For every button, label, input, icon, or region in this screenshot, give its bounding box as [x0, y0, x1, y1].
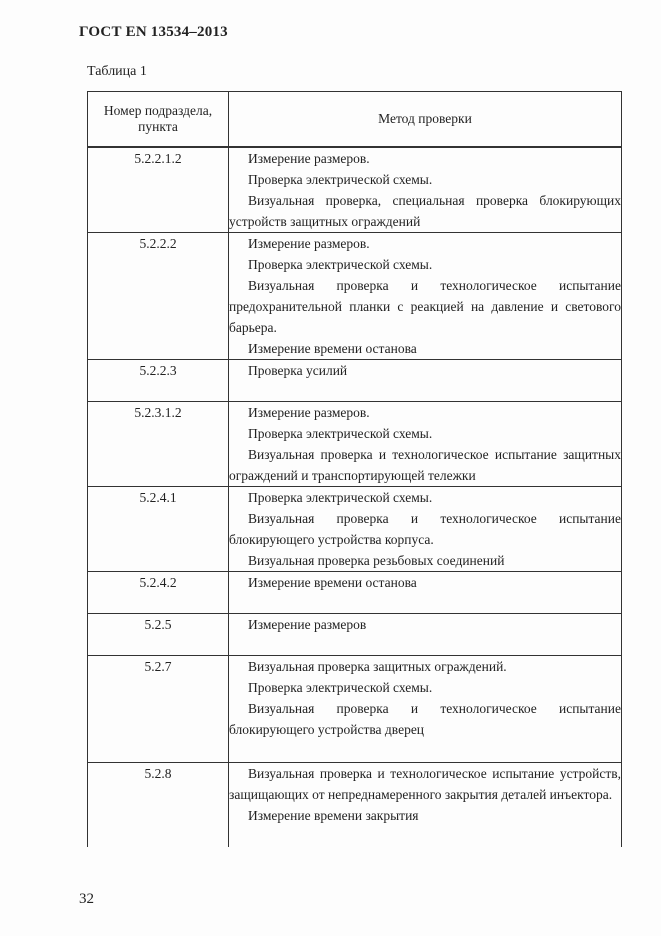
section-number: 5.2.4.2 — [88, 572, 229, 614]
method-text: Проверка электрической схемы. — [248, 257, 433, 272]
method-text: Визуальная проверка резьбовых соединений — [248, 553, 505, 568]
table-row — [88, 147, 622, 233]
method-text: Визуальная проверка и технологическое испытание блокирующего устройства дверец — [229, 701, 621, 737]
method-text: Проверка электрической схемы. — [248, 680, 433, 695]
method-cell — [229, 147, 622, 233]
method-text: Проверка усилий — [248, 363, 348, 378]
method-text: Измерение размеров — [248, 617, 367, 632]
method-text: Проверка электрической схемы. — [248, 426, 433, 441]
table-row — [88, 360, 622, 402]
column-header-method: Метод проверки — [229, 92, 622, 148]
method-text: Визуальная проверка и технологическое испытание предохранительной планки с реакцией на давление и светового барьера. — [229, 278, 621, 335]
page-number: 32 — [79, 891, 94, 907]
section-number: 5.2.7 — [88, 656, 229, 763]
method-text: Измерение времени останова — [248, 341, 417, 356]
section-number: 5.2.5 — [88, 614, 229, 656]
method-text: Измерение размеров. — [248, 151, 370, 166]
method-cell — [229, 763, 622, 847]
section-number: 5.2.2.2 — [88, 233, 229, 360]
method-text: Визуальная проверка и технологическое испытание защитных ограждений и транспортирующей тележки — [229, 447, 621, 483]
method-cell — [229, 614, 622, 656]
table-row — [88, 487, 622, 572]
table-row — [88, 614, 622, 656]
table-row — [88, 572, 622, 614]
method-text: Визуальная проверка, специальная проверка блокирующих устройств защитных ограждений — [229, 193, 621, 229]
section-number: 5.2.4.1 — [88, 487, 229, 572]
method-text: Визуальная проверка и технологическое испытание блокирующего устройства корпуса. — [229, 511, 621, 547]
table-header-row — [88, 92, 622, 148]
method-text: Измерение размеров. — [248, 405, 370, 420]
method-cell — [229, 360, 622, 402]
method-cell — [229, 233, 622, 360]
table-body — [88, 147, 622, 847]
column-header-section: Номер подраздела, пункта — [88, 92, 229, 148]
section-number: 5.2.8 — [88, 763, 229, 847]
table-row — [88, 763, 622, 847]
method-text: Измерение времени останова — [248, 575, 417, 590]
method-text: Измерение размеров. — [248, 236, 370, 251]
method-text: Проверка электрической схемы. — [248, 172, 433, 187]
table-row — [88, 656, 622, 763]
section-number: 5.2.2.1.2 — [88, 147, 229, 233]
method-text: Проверка электрической схемы. — [248, 490, 433, 505]
table-caption: Таблица 1 — [87, 64, 147, 79]
section-number: 5.2.2.3 — [88, 360, 229, 402]
method-text: Измерение времени закрытия — [248, 808, 419, 823]
document-header: ГОСТ EN 13534–2013 — [79, 24, 228, 40]
methods-table — [87, 91, 622, 847]
method-cell — [229, 487, 622, 572]
table-row — [88, 402, 622, 487]
method-text: Визуальная проверка защитных ограждений. — [248, 659, 507, 674]
section-number: 5.2.3.1.2 — [88, 402, 229, 487]
method-text: Визуальная проверка и технологическое испытание устройств, защищающих от непреднамеренного закрытия деталей инъектора. — [229, 766, 621, 802]
method-cell — [229, 656, 622, 763]
table-row — [88, 233, 622, 360]
method-cell — [229, 402, 622, 487]
method-cell — [229, 572, 622, 614]
